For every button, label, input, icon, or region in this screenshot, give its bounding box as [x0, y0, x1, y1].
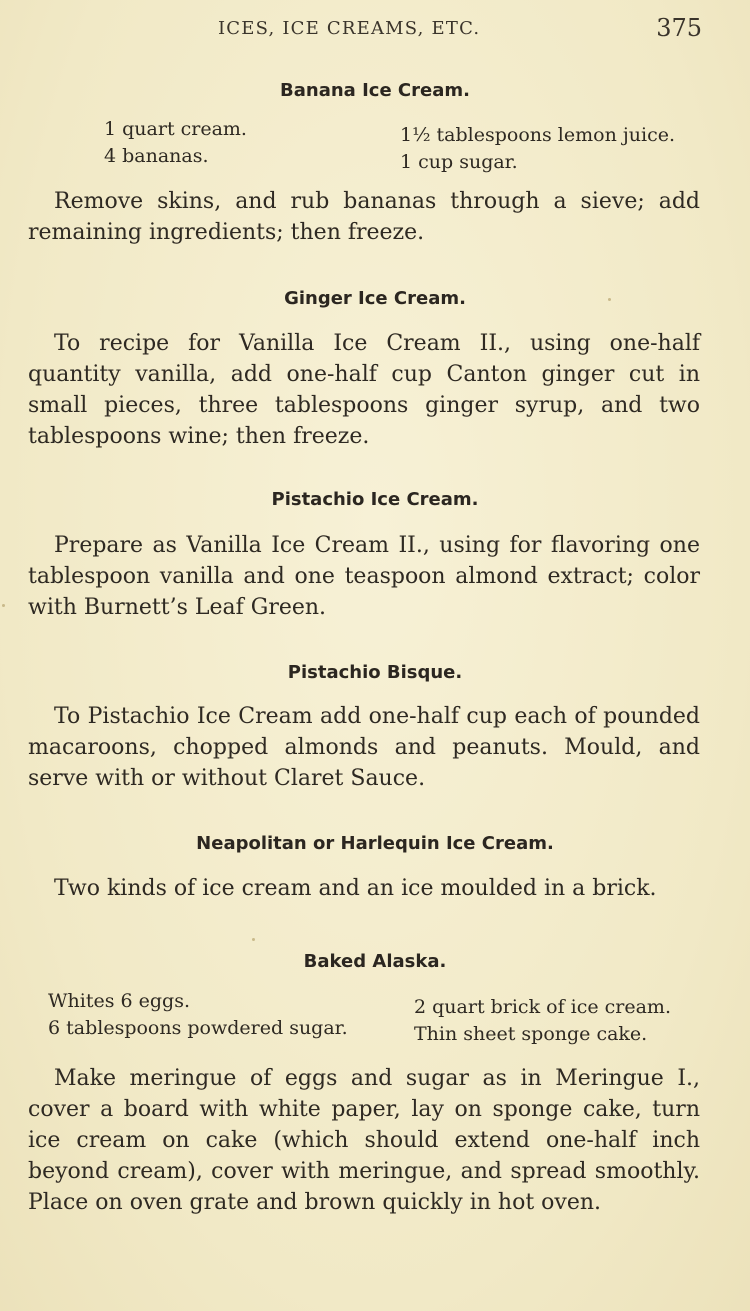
recipe-body-neapolitan: Two kinds of ice cream and an ice moulded in a brick.	[54, 876, 657, 901]
ingredient-item: 1½ tablespoons lemon juice.	[400, 124, 675, 146]
running-head: ICES, ICE CREAMS, ETC.	[218, 18, 481, 39]
recipe-title-neapolitan: Neapolitan or Harlequin Ice Cream.	[196, 833, 554, 854]
recipe-title-bisque: Pistachio Bisque.	[287, 662, 463, 683]
ingredient-item: 1 quart cream.	[104, 118, 247, 140]
ingredient-item: 1 cup sugar.	[400, 151, 518, 173]
recipe-body-pistachio: Prepare as Vanilla Ice Cream II., using for flavoring one tablespoon vanilla and one teaspoon almond extract; color with Burnett’s Leaf Green.	[28, 533, 700, 620]
ingredient-item: 4 bananas.	[104, 145, 209, 167]
recipe-title-banana: Banana Ice Cream.	[280, 80, 470, 101]
paper-speck	[2, 604, 5, 607]
page-number: 375	[656, 14, 702, 42]
ingredient-item: Whites 6 eggs.	[48, 990, 190, 1012]
recipe-title-ginger: Ginger Ice Cream.	[284, 288, 466, 309]
recipe-body-alaska: Make meringue of eggs and sugar as in Meringue I., cover a board with white paper, lay on sponge cake, turn ice cream on cake (which should extend one-half inch beyond cream), cover with meringue, and spread smoothly. Place on oven grate and brown quickly in hot oven.	[28, 1066, 700, 1215]
recipe-body-banana: Remove skins, and rub bananas through a sieve; add remaining ingredients; then freeze.	[28, 189, 700, 245]
recipe-body-ginger: To recipe for Vanilla Ice Cream II., using one-half quantity vanilla, add one-half cup Canton ginger cut in small pieces, three tablespoons ginger syrup, and two tablespoons wine; then freeze.	[28, 331, 700, 449]
ingredient-list-left	[104, 116, 247, 170]
ingredient-list-left	[48, 988, 348, 1042]
ingredient-list-right	[414, 994, 671, 1048]
recipe-body-bisque: To Pistachio Ice Cream add one-half cup each of pounded macaroons, chopped almonds and peanuts. Mould, and serve with or without Claret Sauce.	[28, 704, 700, 791]
paper-speck	[608, 298, 611, 301]
ingredient-item: Thin sheet sponge cake.	[414, 1023, 648, 1045]
ingredient-item: 6 tablespoons powdered sugar.	[48, 1017, 348, 1039]
ingredient-item: 2 quart brick of ice cream.	[414, 996, 671, 1018]
recipe-title-pistachio: Pistachio Ice Cream.	[271, 489, 479, 510]
recipe-title-alaska: Baked Alaska.	[303, 951, 447, 972]
ingredient-list-right	[400, 122, 675, 176]
paper-speck	[252, 938, 255, 941]
